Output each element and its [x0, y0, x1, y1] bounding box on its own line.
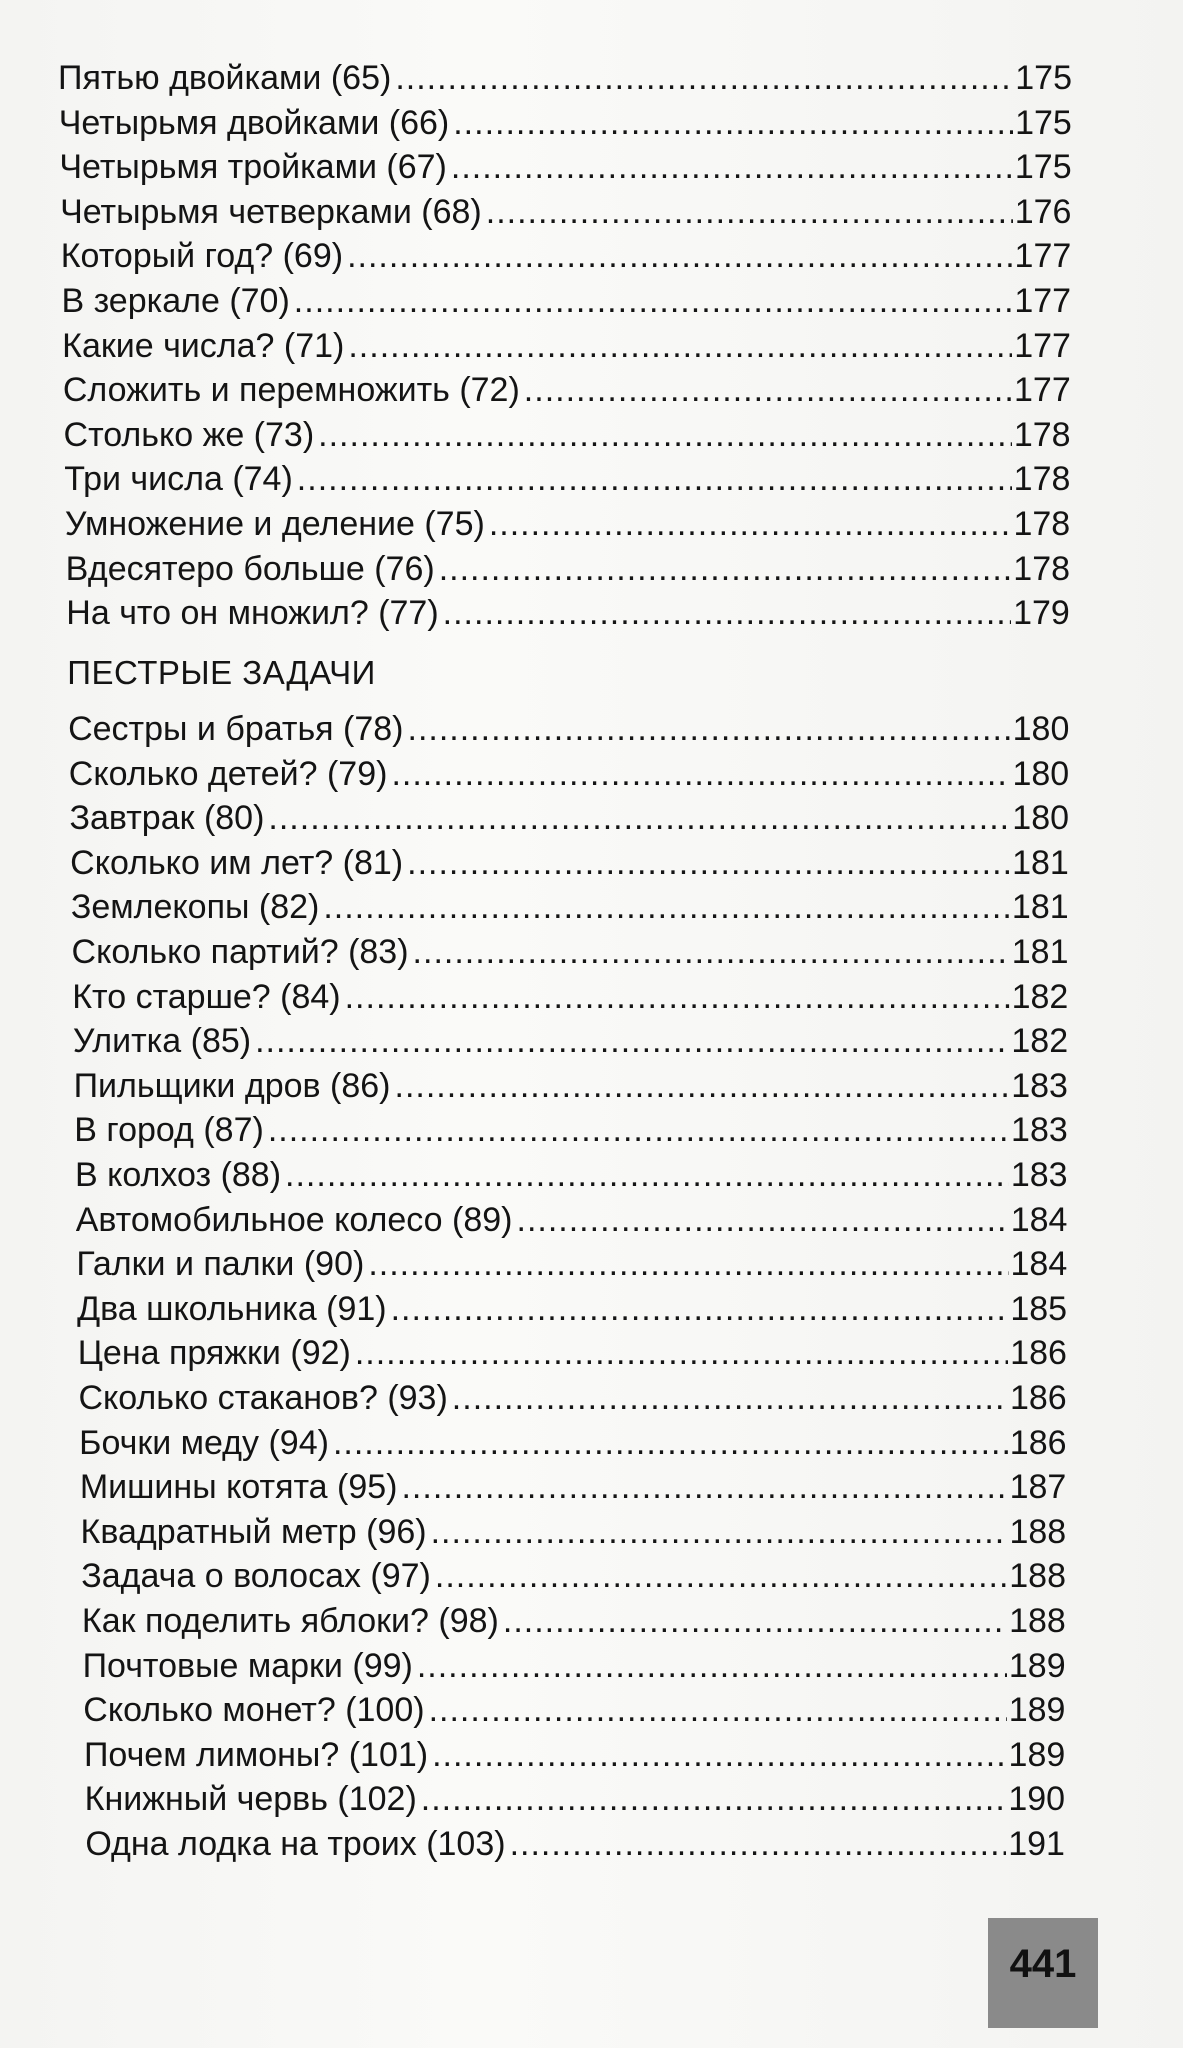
toc-entry-page: 175 [1015, 59, 1072, 97]
toc-entry-page: 188 [1009, 1557, 1066, 1596]
toc-entry-title: Почтовые марки (99) [82, 1646, 413, 1685]
toc-entry-page: 175 [1014, 148, 1072, 187]
toc-entry-page: 187 [1009, 1468, 1067, 1507]
toc-entry-title: Галки и палки (90) [76, 1245, 365, 1284]
toc-entry-page: 183 [1010, 1156, 1068, 1194]
toc-entry [62, 322, 1071, 366]
toc-entry-page: 191 [1008, 1825, 1065, 1863]
toc-entry [85, 1820, 1065, 1864]
dot-leader [503, 1601, 1007, 1641]
toc-entry-page: 189 [1008, 1646, 1066, 1685]
toc-entry-title: Два школьника (91) [77, 1289, 387, 1328]
toc-entry-page: 190 [1008, 1780, 1066, 1819]
toc-entry-page: 182 [1011, 977, 1069, 1016]
toc-entry [61, 232, 1072, 276]
toc-entry [65, 500, 1070, 544]
toc-entry-title: В город (87) [74, 1111, 264, 1150]
toc-entry-page: 178 [1013, 460, 1071, 499]
dot-leader [323, 887, 1010, 927]
toc-entry-title: Сестры и братья (78) [68, 710, 404, 748]
toc-entry-page: 185 [1010, 1289, 1068, 1328]
dot-leader [368, 1244, 1008, 1284]
dot-leader [391, 1289, 1009, 1329]
toc-entry-title: Землекопы (82) [70, 888, 320, 927]
toc-entry-title: Четырьмя тройками (67) [59, 148, 447, 187]
toc-entry [64, 455, 1070, 499]
dot-leader [401, 1467, 1007, 1507]
toc-entry-page: 178 [1013, 505, 1071, 543]
toc-entry [58, 54, 1072, 98]
dot-leader [439, 549, 1012, 589]
toc-entry [59, 143, 1071, 187]
toc-entry-title: В колхоз (88) [75, 1156, 282, 1194]
dot-leader [517, 1200, 1009, 1240]
toc-entry [85, 1775, 1065, 1819]
dot-leader [255, 1021, 1009, 1061]
toc-entry-page: 177 [1014, 282, 1072, 320]
toc-entry [78, 1329, 1067, 1373]
toc-entry-title: В зеркале (70) [61, 282, 290, 320]
toc-entry [69, 750, 1069, 794]
toc-entry [73, 1017, 1068, 1061]
toc-entry [68, 705, 1069, 749]
dot-leader [345, 977, 1010, 1017]
dot-leader [524, 370, 1012, 410]
dot-leader [429, 1690, 1007, 1730]
dot-leader [413, 932, 1010, 972]
dot-leader [391, 754, 1010, 794]
toc-entry-title: Вдесятеро больше (76) [65, 549, 435, 588]
dot-leader [355, 1333, 1008, 1373]
toc-entry-title: Одна лодка на троих (103) [85, 1825, 506, 1863]
dot-leader [417, 1646, 1007, 1686]
toc-entry-page: 186 [1009, 1423, 1067, 1462]
dot-leader [451, 147, 1013, 187]
toc-entry-title: Сколько монет? (100) [83, 1691, 425, 1730]
toc-entry [76, 1196, 1068, 1240]
toc-entry-page: 180 [1012, 799, 1070, 838]
toc-entry [66, 545, 1070, 589]
toc-entry [76, 1240, 1067, 1284]
toc-entry-title: Сколько стаканов? (93) [78, 1379, 448, 1417]
toc-entry [79, 1419, 1066, 1463]
dot-leader [452, 1378, 1008, 1418]
toc-entry-title: Улитка (85) [72, 1022, 252, 1061]
page-number: 441 [1009, 1942, 1077, 1986]
toc-entry-title: Сколько им лет? (81) [70, 843, 404, 882]
toc-entry-title: Три числа (74) [64, 460, 293, 499]
dot-leader [486, 192, 1013, 232]
toc-entry-title: Пятью двойками (65) [58, 59, 392, 97]
toc-entry-title: Четырьмя четверками (68) [60, 192, 482, 231]
dot-leader [347, 236, 1012, 276]
toc-entry [61, 277, 1071, 321]
toc-entry-page: 176 [1014, 192, 1072, 231]
dot-leader [435, 1556, 1007, 1596]
dot-leader [348, 326, 1012, 366]
toc-entry-title: На что он множил? (77) [66, 594, 439, 633]
dot-leader [294, 281, 1013, 321]
toc-entry-page: 182 [1011, 1022, 1069, 1061]
toc-entry [71, 883, 1069, 927]
toc-entry [81, 1508, 1067, 1552]
toc-entry-page: 180 [1012, 710, 1070, 748]
toc-entry-page: 186 [1010, 1334, 1067, 1373]
toc-entry-page: 188 [1009, 1602, 1066, 1640]
toc-entry [82, 1597, 1066, 1641]
dot-leader [285, 1155, 1009, 1195]
toc-entry-page: 177 [1014, 371, 1071, 410]
toc-entry-page: 181 [1011, 933, 1069, 971]
toc-entry-title: Как поделить яблоки? (98) [81, 1602, 499, 1640]
dot-leader [268, 1110, 1009, 1150]
toc-entry [59, 99, 1072, 143]
toc-entry-title: Мишины котята (95) [79, 1468, 398, 1507]
toc-entry-title: Сложить и перемножить (72) [62, 371, 520, 410]
toc-entry [69, 794, 1069, 838]
toc-entry [77, 1285, 1067, 1329]
toc-entry [72, 928, 1069, 972]
dot-leader [432, 1735, 1006, 1775]
toc-entry-page: 181 [1012, 843, 1069, 882]
toc-entry [78, 1374, 1066, 1418]
toc-entry-title: Умножение и деление (75) [64, 505, 485, 543]
toc-entry [80, 1463, 1067, 1507]
toc-entry-page: 179 [1013, 594, 1070, 633]
toc-entry-title: Сколько партий? (83) [71, 933, 409, 971]
toc-entry [81, 1552, 1066, 1596]
toc-entry-title: Завтрак (80) [69, 799, 265, 838]
dot-leader [443, 593, 1011, 633]
toc-entry-title: Столько же (73) [63, 415, 315, 454]
toc-entry [74, 1062, 1068, 1106]
toc-entry-title: Бочки меду (94) [79, 1423, 329, 1462]
page-number-tab [988, 1918, 1098, 2028]
toc-entry [64, 411, 1071, 455]
toc-entry-page: 180 [1012, 754, 1070, 793]
section-heading: ПЕСТРЫЕ ЗАДАЧИ [67, 654, 376, 691]
toc-entry-title: Почем лимоны? (101) [83, 1735, 429, 1774]
toc-entry-title: Квадратный метр (96) [80, 1512, 427, 1551]
dot-leader [510, 1824, 1007, 1864]
dot-leader [431, 1512, 1008, 1552]
dot-leader [453, 103, 1013, 143]
toc-entry [83, 1642, 1066, 1686]
toc-entry-page: 184 [1010, 1245, 1068, 1284]
toc-entry [75, 1151, 1068, 1195]
toc-entry-page: 178 [1013, 415, 1071, 454]
dot-leader [333, 1423, 1008, 1463]
toc-entry-title: Который год? (69) [60, 237, 344, 276]
toc-entry-page: 177 [1014, 237, 1072, 276]
dot-leader [489, 504, 1012, 544]
toc-entry-page: 183 [1011, 1111, 1068, 1150]
toc-entry-page: 189 [1008, 1691, 1066, 1730]
toc-entry-title: Какие числа? (71) [62, 326, 345, 365]
toc-entry [74, 1106, 1067, 1150]
toc-entry-page: 178 [1013, 549, 1071, 588]
toc-entry-page: 177 [1014, 326, 1071, 365]
dot-leader [268, 798, 1010, 838]
toc-entry [83, 1686, 1065, 1730]
toc-entry-title: Задача о волосах (97) [81, 1557, 431, 1596]
toc-entry-title: Цена пряжки (92) [77, 1334, 351, 1373]
dot-leader [395, 1066, 1010, 1106]
dot-leader [318, 415, 1012, 455]
toc-entry-title: Сколько детей? (79) [68, 754, 388, 793]
dot-leader [408, 709, 1011, 749]
toc-entry-page: 183 [1011, 1066, 1068, 1105]
toc-entry-title: Автомобильное колесо (89) [75, 1200, 513, 1239]
toc-entry-title: Пильщики дров (86) [73, 1066, 391, 1105]
toc-entry-title: Книжный червь (102) [84, 1780, 417, 1819]
toc-entry [84, 1731, 1065, 1775]
toc-entry-page: 188 [1009, 1512, 1067, 1551]
toc-entry-title: Четырьмя двойками (66) [58, 103, 450, 142]
dot-leader [421, 1779, 1007, 1819]
toc-entry [63, 366, 1071, 410]
toc-entry [66, 589, 1070, 633]
toc-entry-page: 181 [1011, 888, 1069, 927]
dot-leader [407, 843, 1010, 883]
toc-entry-page: 186 [1009, 1379, 1067, 1417]
toc-entry [72, 973, 1068, 1017]
toc-entry [60, 188, 1071, 232]
toc-entry-title: Кто старше? (84) [72, 977, 341, 1016]
toc-entry-page: 184 [1010, 1200, 1068, 1239]
dot-leader [395, 58, 1013, 98]
toc-entry [70, 839, 1069, 883]
toc-entry-page: 189 [1008, 1735, 1066, 1774]
toc-entry-page: 175 [1015, 103, 1072, 142]
dot-leader [297, 459, 1012, 499]
